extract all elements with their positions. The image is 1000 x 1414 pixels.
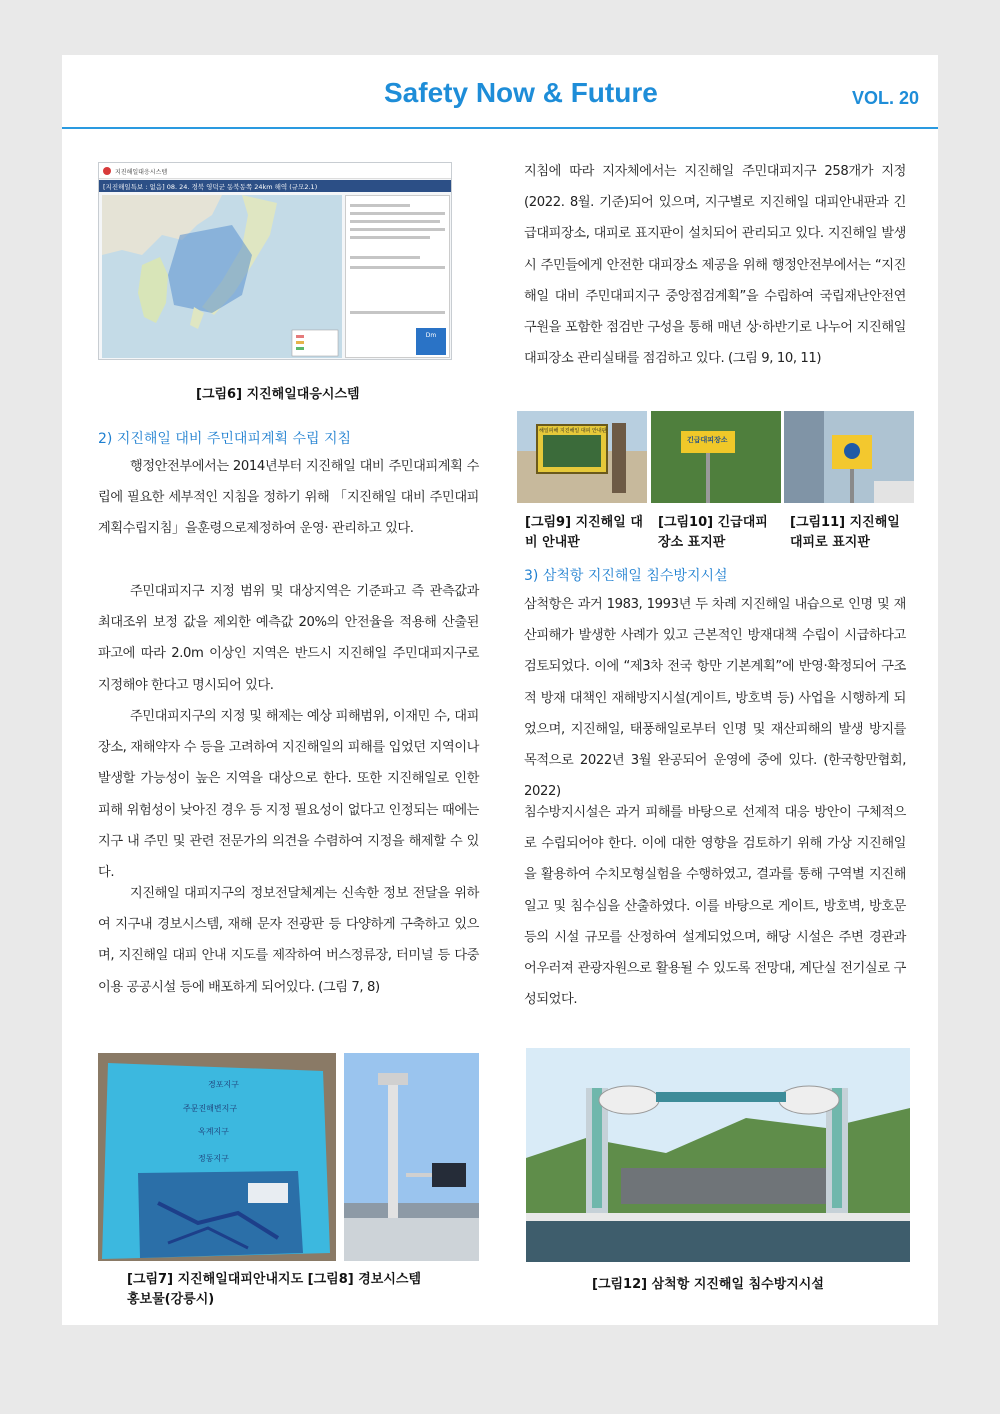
paragraph-evacuation-guideline: 행정안전부에서는 2014년부터 지진해일 대비 주민대피계획 수립에 필요한 세부적인 지침을 정하기 위해 「지진해일 대비 주민대피계획수립지침」을훈령으로제정하여 운영· 관리하고 있다. xyxy=(98,459,479,537)
system-name: 지진해일대응시스템 xyxy=(115,169,168,176)
map-label: 정동지구 xyxy=(198,1154,229,1163)
paragraph-info-delivery: 지진해일 대피지구의 정보전달체계는 신속한 정보 전달을 위하여 지구내 경보시스템, 재해 문자 전광판 등 다양하게 구축하고 있으며, 지진해일 대피 안내 지도를 제작하여 버스정류장, 터미널 등 다중 이용 공공시설 등에 배포하게 되어있다. (그림 7, 8) xyxy=(98,886,479,995)
figure12-photo xyxy=(526,1048,910,1262)
government-logo-icon xyxy=(103,167,111,175)
evacuation-board-graphic xyxy=(517,411,647,503)
volume-label: VOL. 20 xyxy=(852,88,920,108)
magnitude-button[interactable]: Dm xyxy=(416,328,446,355)
paragraph-designation-release: 주민대피지구의 지정 및 해제는 예상 피해범위, 이재민 수, 대피장소, 재해약자 수 등을 고려하여 지진해일의 피해를 입었던 지역이나 발생할 가능성이 높은 지역을 대상으로 한다. 또한 지진해일로 인한 피해 위험성이 낮아진 경우 등 지정 필요성이 없다고 인정되는 때에는 지구 내 주민 및 관련 전문가의 의견을 수렴하여 지정을 해제할 수 있다. xyxy=(98,709,479,881)
paragraph-designation-criteria: 주민대피지구 지정 범위 및 대상지역은 기준파고 즉 관측값과 최대조위 보정 값을 제외한 예측값 20%의 안전율을 적용해 산출된 파고에 따라 2.0m 이상인 지역은 반드시 지진해일 주민대피지구로 지정해야 한다고 명시되어 있다. xyxy=(98,584,479,693)
figure12-caption: [그림12] 삼척항 지진해일 침수방지시설 xyxy=(592,1277,824,1292)
emergency-sign-graphic xyxy=(651,411,781,503)
flood-gate-graphic xyxy=(526,1048,910,1262)
caption-line: 홍보물(강릉시) xyxy=(127,1292,215,1307)
figure6-caption: [그림6] 지진해일대응시스템 xyxy=(196,387,360,402)
map-label: 주문진해변지구 xyxy=(183,1104,238,1113)
magazine-title: Safety Now & Future xyxy=(384,77,658,108)
panel-line xyxy=(350,236,430,239)
panel-line xyxy=(350,256,420,259)
paragraph-designated-zones: 지침에 따라 지자체에서는 지진해일 주민대피지구 258개가 지정(2022. 8월. 기준)되어 있으며, 지구별로 지진해일 대피안내판과 긴급대피장소, 대피로 표지판이 설치되어 관리되고 있다. 지진해일 발생시 주민들에게 안전한 대피장소 제공을 위해 행정안전부에서는 “지진해일 대비 주민대피지구 중앙점검계획”을 수립하여 국립재난안전연구원을 포함한 점검반 구성을 통해 매년 상·하반기로 나누어 지진해일 대피장소 관리실태를 점검하고 있다. (그림 9, 10, 11) xyxy=(524,164,906,367)
figure10-photo xyxy=(651,411,781,503)
caption-line: [그림7] 지진해일대피안내지도 [그림8] 경보시스템 xyxy=(127,1272,422,1287)
paragraph-facility-design: 침수방지시설은 과거 피해를 바탕으로 선제적 대응 방안이 구체적으로 수립되어야 한다. 이에 대한 영향을 검토하기 위해 가상 지진해일을 활용하여 수치모형실험을 수행하였고, 결과를 통해 구역별 지진해일고 및 침수심을 산출하였다. 이를 바탕으로 게이트, 방호벽, 방호문 등의 시설 규모를 산정하여 설계되었으며, 해당 시설은 주변 경관과 어우러져 관광자원으로 활용될 수 있도록 전망대, 계단실 전기실로 구성되었다. xyxy=(524,805,906,1008)
figure9-photo xyxy=(517,411,647,503)
figure6-screenshot xyxy=(98,162,452,360)
paragraph-samcheok-history: 삼척항은 과거 1983, 1993년 두 차례 지진해일 내습으로 인명 및 재산피해가 발생한 사례가 있고 근본적인 방재대책 수립이 시급하다고 검토되었다. 이에 “제3차 전국 항만 기본계획”에 반영·확정되어 구조적 방재 대책인 재해방지시설(게이트, 방호벽 등) 사업을 시행하게 되었으며, 지진해일, 태풍해일로부터 인명 및 재산피해의 발생 방지를 목적으로 2022년 3월 완공되어 운영에 중에 있다. (한국항만협회, 2022) xyxy=(524,597,906,800)
figure11-photo xyxy=(784,411,914,503)
panel-line xyxy=(350,266,445,269)
system-topbar xyxy=(99,163,451,179)
figure11-caption: [그림11] 지진해일 대피로 표지판 xyxy=(790,515,900,550)
warning-pole-graphic xyxy=(344,1053,479,1261)
figure9-caption: [그림9] 지진해일 대비 안내판 xyxy=(525,515,643,550)
map-label: 옥계지구 xyxy=(198,1127,229,1136)
figure8-photo xyxy=(344,1053,479,1261)
panel-line xyxy=(350,220,440,223)
panel-line xyxy=(350,212,445,215)
info-panel xyxy=(345,195,450,358)
section3-title: 3) 삼척항 지진해일 침수방지시설 xyxy=(524,568,728,584)
route-sign-graphic xyxy=(784,411,914,503)
panel-line xyxy=(350,228,445,231)
panel-line xyxy=(350,204,410,207)
tsunami-map xyxy=(102,195,342,358)
alert-banner: [지진해일특보 : 없음] 08. 24. 경북 영덕군 동북동쪽 24km 해역 (규모2.1) xyxy=(99,180,451,192)
map-graphic xyxy=(102,195,342,358)
figure7-8-caption xyxy=(127,1270,421,1310)
header-divider xyxy=(62,127,938,129)
emergency-sign-text: 긴급대피장소 xyxy=(687,436,728,444)
section2-title: 2) 지진해일 대비 주민대피계획 수립 지침 xyxy=(98,431,352,447)
map-label: 경포지구 xyxy=(208,1080,239,1089)
board-title: 해일피해 지진해일 대피 안내판 xyxy=(539,428,607,434)
figure7-photo xyxy=(98,1053,336,1261)
page xyxy=(62,55,938,1325)
panel-line xyxy=(350,311,445,314)
figure10-caption: [그림10] 긴급대피 장소 표지판 xyxy=(658,515,768,550)
